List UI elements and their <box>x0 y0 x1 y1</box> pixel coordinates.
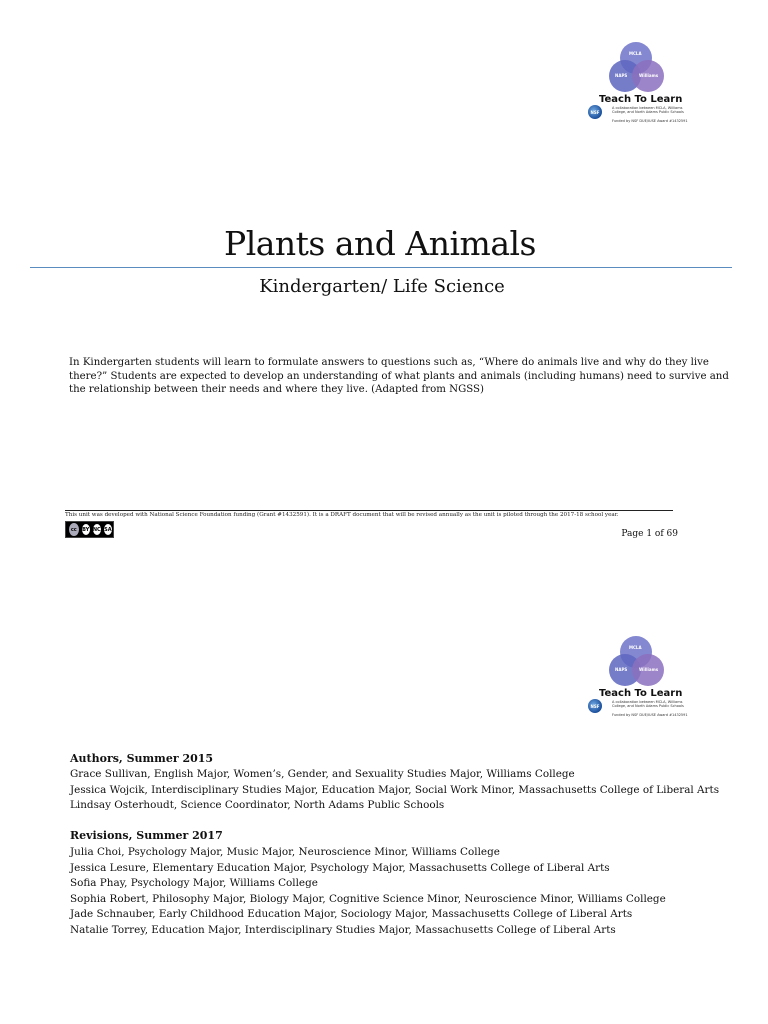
revisions-heading: Revisions, Summer 2017 <box>70 829 223 842</box>
list-item: Sophia Robert, Philosophy Major, Biology Major, Cognitive Science Minor, Neuroscience Minor, Williams College <box>70 892 666 905</box>
list-item: Lindsay Osterhoudt, Science Coordinator, North Adams Public Schools <box>70 799 445 812</box>
logo-williams-label: Williams <box>639 667 659 672</box>
authors-heading: Authors, Summer 2015 <box>70 752 214 765</box>
logo-funding: Funded by NSF DUE/IUSE Award #1432591 <box>612 119 688 123</box>
logo-mcla-label: MCLA <box>629 51 642 56</box>
list-item: Jessica Lesure, Elementary Education Major, Psychology Major, Massachusetts College of Liberal Arts <box>70 861 610 874</box>
list-item: Julia Choi, Psychology Major, Music Major, Neuroscience Minor, Williams College <box>70 846 500 858</box>
logo-brand: Teach To Learn <box>599 688 683 699</box>
intro-paragraph: In Kindergarten students will learn to formulate answers to questions such as, “Where do animals live and why do they live there?” Students are expected to develop an understanding of what plants and animals (including humans) need to survive and the relationship between their needs and where they live. (Adapted from NGSS) <box>69 357 729 396</box>
nc-icon: NC <box>92 523 102 536</box>
by-icon: BY <box>81 523 91 536</box>
nsf-seal-icon: NSF <box>588 699 602 713</box>
sa-icon: SA <box>103 523 113 536</box>
cc-icon: cc <box>68 522 80 537</box>
title-divider <box>30 267 732 268</box>
logo-williams-label: Williams <box>639 73 659 78</box>
logo-naps-label: NAPS <box>615 667 628 672</box>
list-item: Grace Sullivan, English Major, Women’s, Gender, and Sexuality Studies Major, Williams College <box>70 768 575 780</box>
revisions-list <box>70 845 666 939</box>
page-subtitle: Kindergarten/ Life Science <box>259 276 505 297</box>
list-item: Natalie Torrey, Education Major, Interdisciplinary Studies Major, Massachusetts College of Liberal Arts <box>70 923 616 936</box>
logo-tagline: A collaboration between MCLA, Williams College, and North Adams Public Schools <box>612 700 684 709</box>
authors-list <box>70 767 719 814</box>
footer-divider <box>65 510 673 511</box>
cc-license-badge <box>65 521 114 538</box>
logo-funding: Funded by NSF DUE/IUSE Award #1432591 <box>612 713 688 717</box>
list-item: Jade Schnauber, Early Childhood Education Major, Sociology Major, Massachusetts College of Liberal Arts <box>70 908 633 921</box>
logo-mcla-label: MCLA <box>629 645 642 650</box>
page-number: Page 1 of 69 <box>621 529 678 539</box>
funding-note: This unit was developed with National Science Foundation funding (Grant #1432591). It is a DRAFT document that will be revised annually as the unit is piloted through the 2017-18 school year. <box>65 512 619 518</box>
logo-tagline: A collaboration between MCLA, Williams College, and North Adams Public Schools <box>612 106 684 115</box>
nsf-seal-icon: NSF <box>588 105 602 119</box>
logo-naps-label: NAPS <box>615 73 628 78</box>
list-item: Jessica Wojcik, Interdisciplinary Studies Major, Education Major, Social Work Minor, Massachusetts College of Liberal Arts <box>70 783 720 796</box>
teach-to-learn-logo <box>572 38 696 130</box>
page-title: Plants and Animals <box>223 224 536 263</box>
logo-brand: Teach To Learn <box>599 94 683 105</box>
list-item: Sofia Phay, Psychology Major, Williams College <box>70 877 318 890</box>
teach-to-learn-logo-2 <box>572 632 696 724</box>
